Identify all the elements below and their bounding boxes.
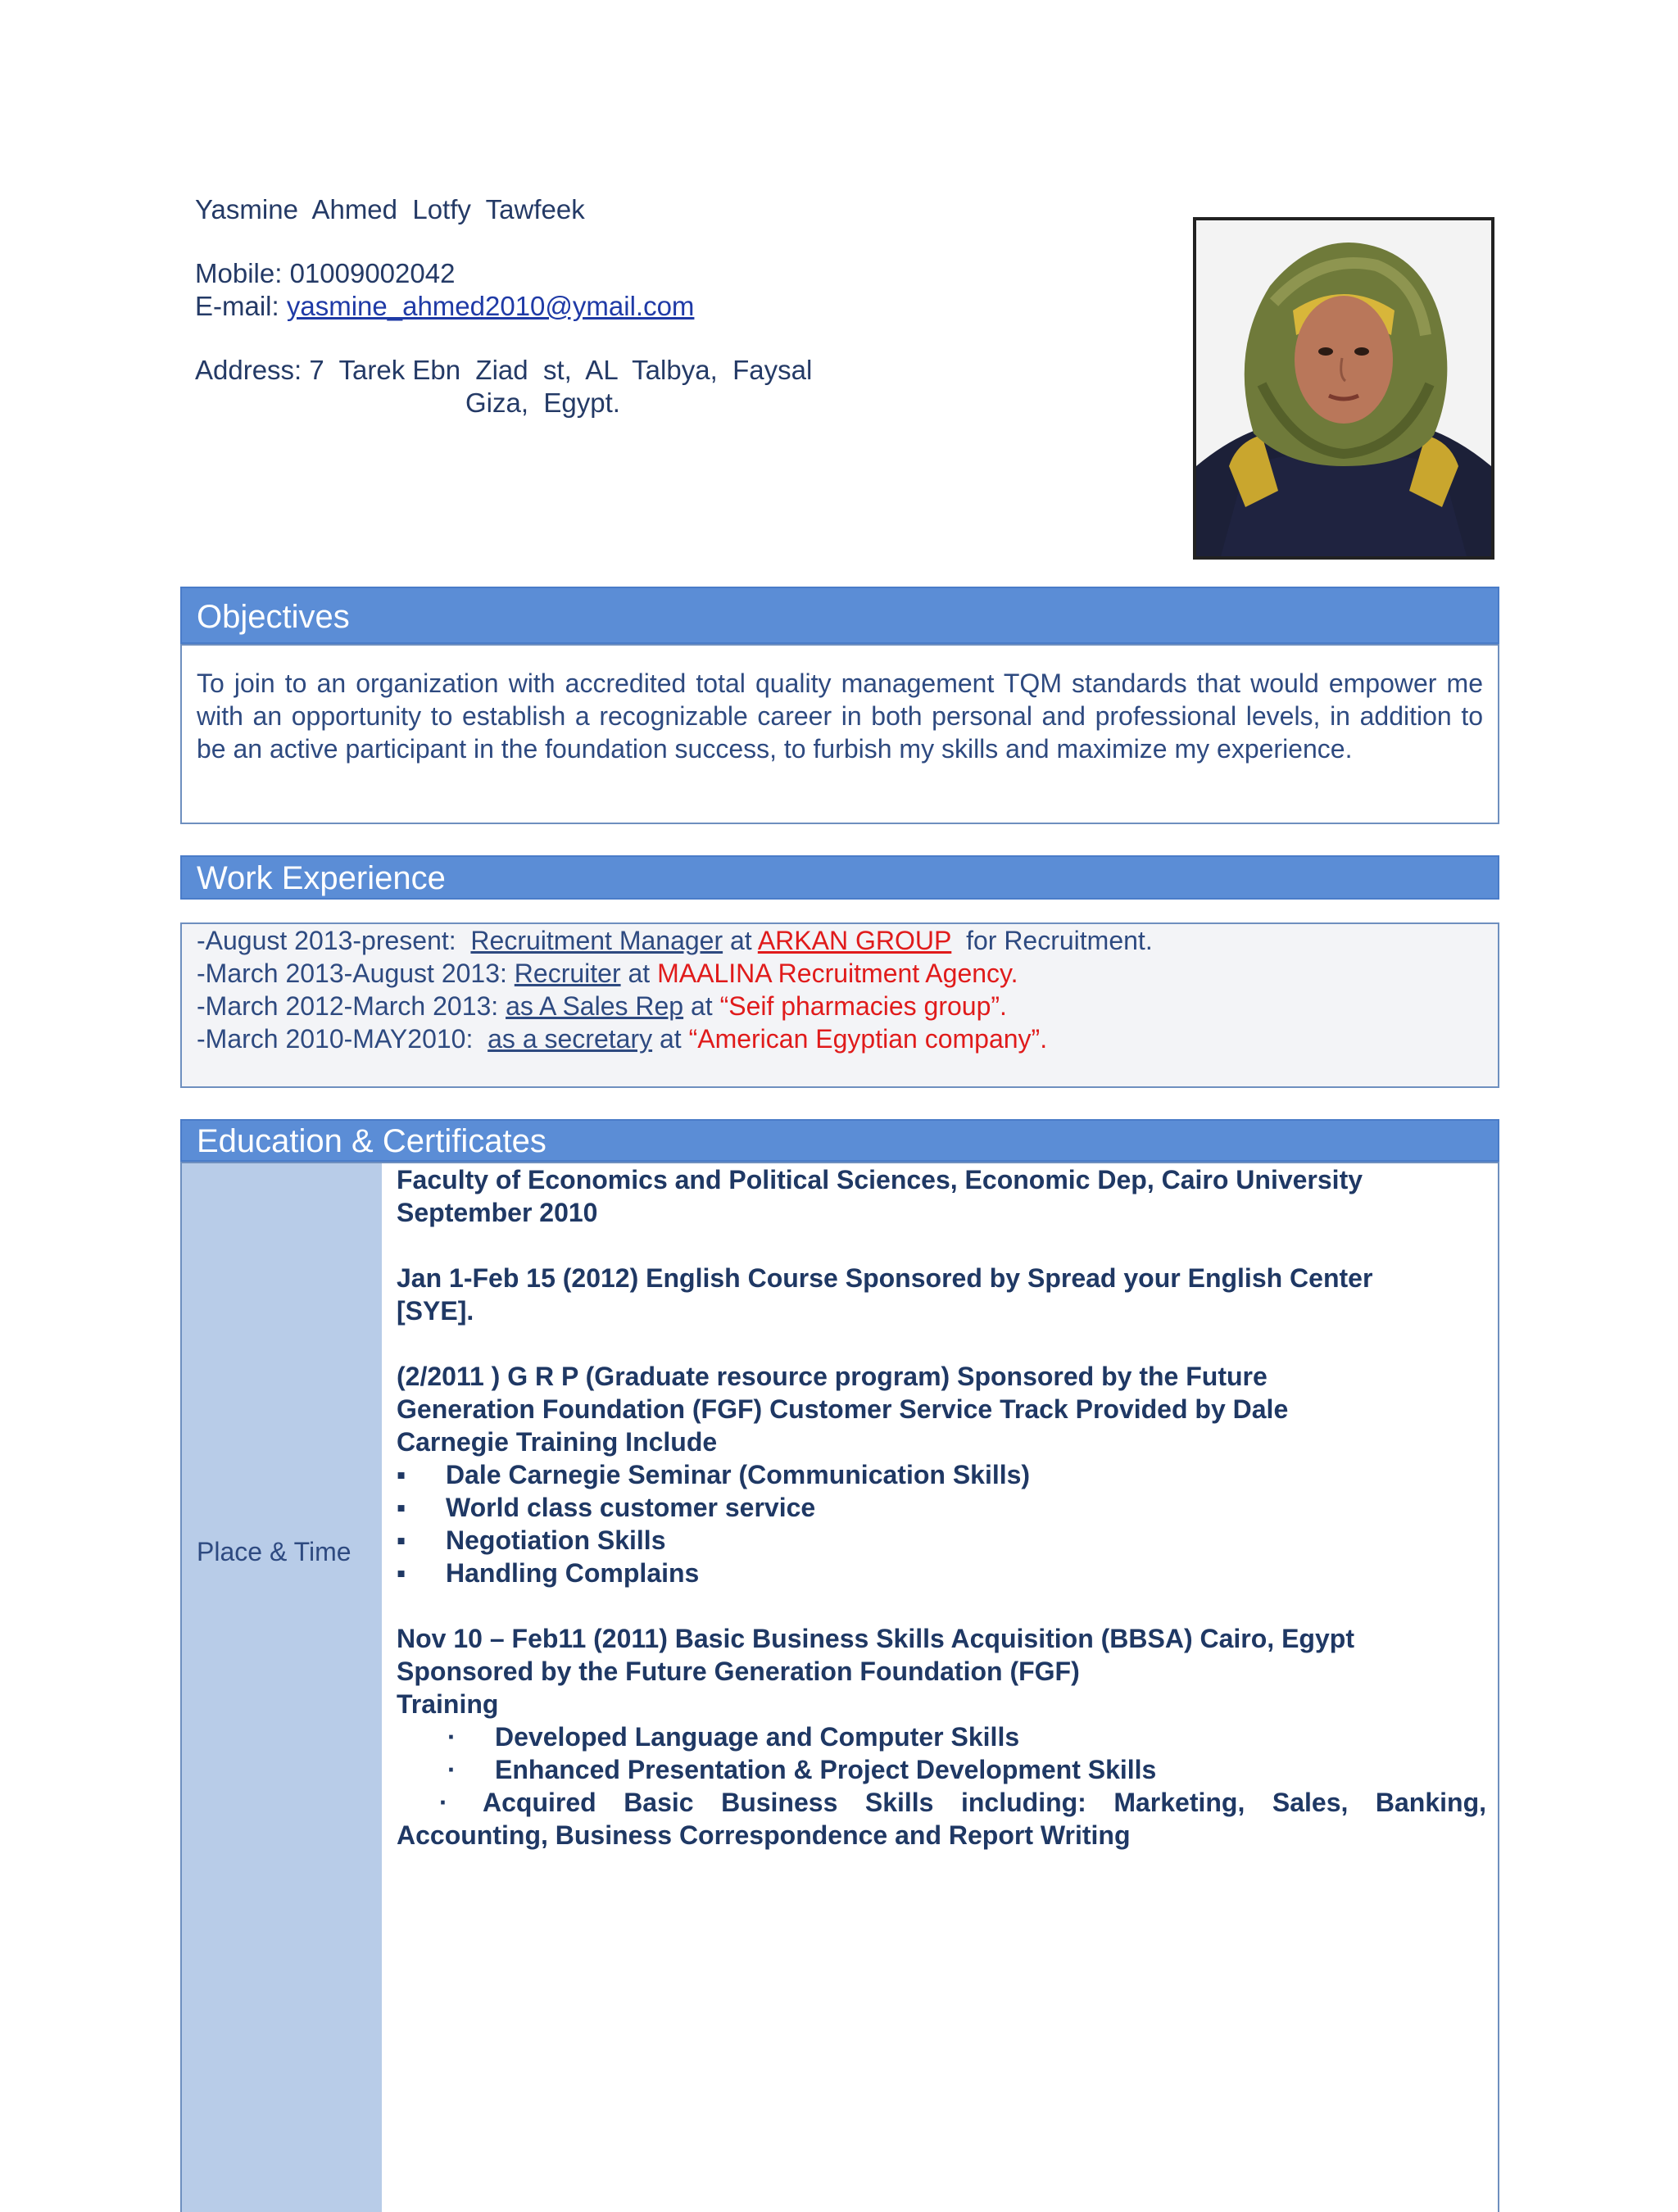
list-item: ▪ Negotiation Skills	[397, 1524, 1486, 1557]
work-role: Recruiter	[514, 959, 621, 988]
work-company: “American Egyptian company”.	[688, 1024, 1048, 1054]
english-course-line: Jan 1-Feb 15 (2012) English Course Sponsored by Spread your English Center	[397, 1263, 1373, 1293]
list-item: · Enhanced Presentation & Project Development Skills	[397, 1753, 1486, 1786]
bbsa-last-line: Accounting, Business Correspondence and Report Writing	[397, 1820, 1131, 1850]
work-company: MAALINA Recruitment Agency.	[657, 959, 1018, 988]
candidate-name: Yasmine Ahmed Lotfy Tawfeek	[195, 194, 585, 224]
english-course-line: [SYE].	[397, 1296, 474, 1326]
bbsa-line: Nov 10 – Feb11 (2011) Basic Business Skills Acquisition (BBSA) Cairo, Egypt	[397, 1624, 1354, 1653]
email-link[interactable]: yasmine_ahmed2010@ymail.com	[286, 291, 695, 321]
work-at: at	[730, 926, 752, 955]
list-item: · Acquired Basic Business Skills including: Marketing, Sales, Banking,	[397, 1786, 1486, 1819]
grp-line: Carnegie Training Include	[397, 1427, 718, 1457]
education-details	[397, 1163, 1486, 1852]
list-item: ▪ Dale Carnegie Seminar (Communication Skills)	[397, 1458, 1486, 1491]
work-period: -March 2013-August 2013:	[197, 959, 507, 988]
mobile-label: Mobile:	[195, 258, 283, 288]
work-period: -March 2012-March 2013:	[197, 991, 499, 1021]
work-at: at	[690, 991, 713, 1021]
work-experience-body	[180, 922, 1499, 1088]
bbsa-line: Training	[397, 1689, 499, 1719]
work-company: ARKAN GROUP	[757, 926, 952, 955]
mobile-number: 01009002042	[289, 258, 456, 288]
contact-header	[195, 193, 1096, 419]
work-at: at	[628, 959, 651, 988]
faculty-line: Faculty of Economics and Political Sciences, Economic Dep, Cairo University	[397, 1165, 1363, 1194]
work-entry	[197, 990, 1498, 1022]
address-line	[195, 354, 1096, 387]
work-entry	[197, 924, 1498, 957]
work-entry	[197, 957, 1498, 990]
email-label: E-mail:	[195, 291, 279, 321]
education-heading: Education & Certificates	[180, 1119, 1499, 1162]
grp-line: (2/2011 ) G R P (Graduate resource program) Sponsored by the Future	[397, 1362, 1268, 1391]
work-role: as A Sales Rep	[506, 991, 684, 1021]
bbsa-line: Sponsored by the Future Generation Foundation (FGF)	[397, 1657, 1080, 1686]
grp-line: Generation Foundation (FGF) Customer Service Track Provided by Dale	[397, 1394, 1289, 1424]
list-item: ▪ Handling Complains	[397, 1557, 1486, 1589]
work-period: -August 2013-present:	[197, 926, 456, 955]
email-line	[195, 290, 1096, 323]
education-body	[180, 1162, 1499, 2212]
work-role: as a secretary	[488, 1024, 653, 1054]
faculty-date: September 2010	[397, 1198, 598, 1227]
list-item: ▪ World class customer service	[397, 1491, 1486, 1524]
place-time-label: Place & Time	[197, 1537, 351, 1566]
profile-photo	[1193, 217, 1494, 560]
work-experience-heading: Work Experience	[180, 855, 1499, 900]
work-at: at	[659, 1024, 682, 1054]
address-label: Address:	[195, 355, 302, 385]
work-suffix: for Recruitment.	[966, 926, 1153, 955]
address-city: Giza, Egypt.	[465, 388, 620, 418]
list-item: · Developed Language and Computer Skills	[397, 1720, 1486, 1753]
objectives-body: To join to an organization with accredited total quality management TQM standards that would empower me with an opportunity to establish a recognizable career in both personal and professional levels, in addition to be an active participant in the foundation success, to furbish my skills and maximize my experience.	[180, 644, 1499, 824]
mobile-line	[195, 257, 1096, 290]
work-period: -March 2010-MAY2010:	[197, 1024, 474, 1054]
education-left-column	[182, 1163, 382, 2212]
work-role: Recruitment Manager	[470, 926, 723, 955]
work-company: “Seif pharmacies group”.	[719, 991, 1007, 1021]
work-entry	[197, 1022, 1498, 1055]
objectives-heading: Objectives	[180, 587, 1499, 644]
address-street: 7 Tarek Ebn Ziad st, AL Talbya, Faysal	[309, 355, 813, 385]
